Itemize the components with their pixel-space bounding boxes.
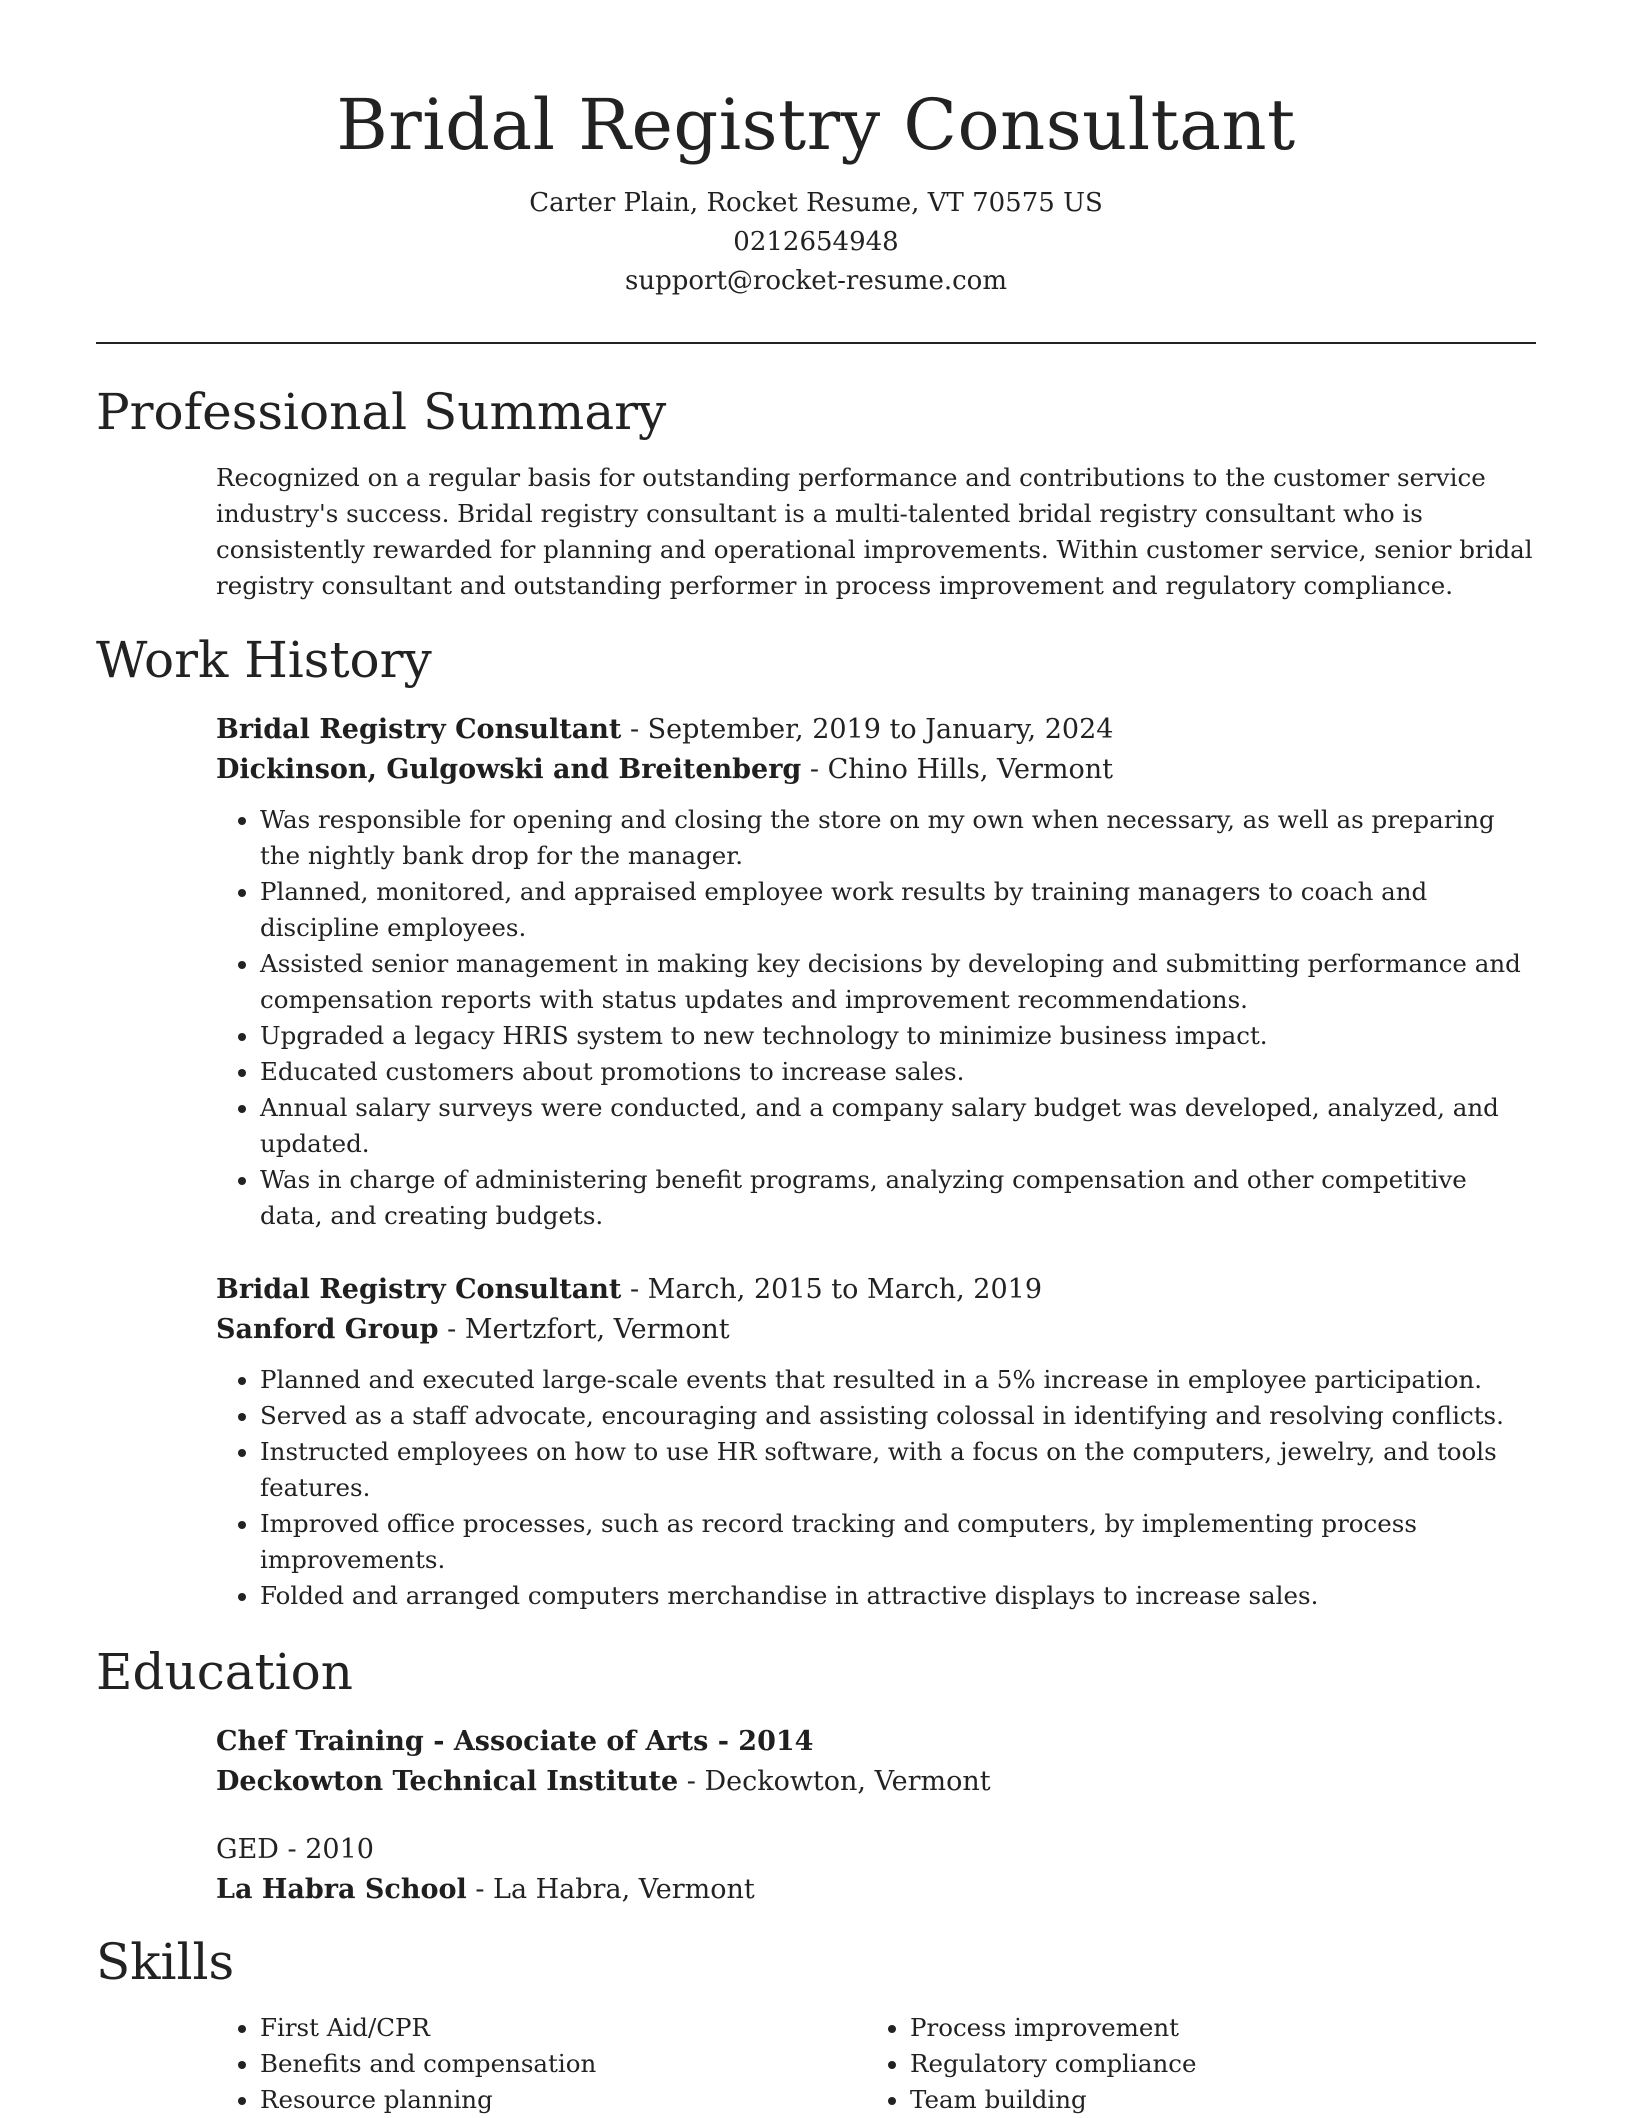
phone-text: 0212654948 bbox=[733, 227, 899, 257]
job-title-line bbox=[216, 1270, 1536, 1310]
list-item: • Instructed employees on how to use HR software, with a focus on the computers, jewelry, and tools features. bbox=[260, 1434, 1536, 1506]
list-item: • Upgraded a legacy HRIS system to new technology to minimize business impact. bbox=[260, 1018, 1536, 1054]
education-degree: GED - 2010 bbox=[216, 1834, 374, 1865]
skill-item: • Regulatory compliance bbox=[910, 2046, 1466, 2082]
job-company: Sanford Group bbox=[216, 1314, 439, 1345]
skills-list bbox=[216, 2010, 816, 2118]
education-school-line bbox=[216, 1762, 1536, 1802]
education-school-line bbox=[216, 1870, 1536, 1910]
skills-column-left bbox=[216, 2010, 816, 2118]
job-role: Bridal Registry Consultant bbox=[216, 1274, 622, 1305]
skills-heading: Skills bbox=[96, 1933, 235, 1991]
list-item: • Assisted senior management in making key decisions by developing and submitting performance and compensation reports with status updates and improvement recommendations. bbox=[260, 946, 1536, 1018]
skills-column-right bbox=[866, 2010, 1466, 2118]
resume-header bbox=[96, 80, 1536, 301]
skill-item: • Resource planning bbox=[260, 2082, 816, 2118]
education-entry bbox=[216, 1722, 1536, 1802]
list-item: • Served as a staff advocate, encouraging and assisting colossal in identifying and resolving conflicts. bbox=[260, 1398, 1536, 1434]
list-item: • Folded and arranged computers merchandise in attractive displays to increase sales. bbox=[260, 1578, 1536, 1614]
list-item: • Improved office processes, such as record tracking and computers, by implementing process improvements. bbox=[260, 1506, 1536, 1578]
education-location: - La Habra, Vermont bbox=[466, 1874, 755, 1905]
job-location: - Mertzfort, Vermont bbox=[438, 1314, 730, 1345]
job-location: - Chino Hills, Vermont bbox=[801, 754, 1113, 785]
job-dates: - September, 2019 to January, 2024 bbox=[621, 714, 1114, 745]
list-item: • Was in charge of administering benefit programs, analyzing compensation and other competitive data, and creating budgets. bbox=[260, 1162, 1536, 1234]
list-item: • Planned and executed large-scale events that resulted in a 5% increase in employee participation. bbox=[260, 1362, 1536, 1398]
skills-list bbox=[866, 2010, 1466, 2118]
work-history-heading: Work History bbox=[96, 631, 432, 689]
job-company: Dickinson, Gulgowski and Breitenberg bbox=[216, 754, 802, 785]
job-company-line bbox=[216, 750, 1536, 790]
education-school: La Habra School bbox=[216, 1874, 467, 1905]
education-heading: Education bbox=[96, 1643, 353, 1701]
education-school: Deckowton Technical Institute bbox=[216, 1766, 679, 1797]
candidate-name: Bridal Registry Consultant bbox=[336, 84, 1296, 166]
list-item: • Educated customers about promotions to increase sales. bbox=[260, 1054, 1536, 1090]
job-entry bbox=[216, 1270, 1536, 1614]
job-bullets bbox=[216, 802, 1536, 1234]
education-degree: Chef Training - Associate of Arts - 2014 bbox=[216, 1726, 814, 1757]
education-entry bbox=[216, 1830, 1536, 1910]
list-item: • Planned, monitored, and appraised employee work results by training managers to coach and discipline employees. bbox=[260, 874, 1536, 946]
job-dates: - March, 2015 to March, 2019 bbox=[621, 1274, 1042, 1305]
job-role: Bridal Registry Consultant bbox=[216, 714, 622, 745]
job-company-line bbox=[216, 1310, 1536, 1350]
list-item: • Annual salary surveys were conducted, and a company salary budget was developed, analyzed, and updated. bbox=[260, 1090, 1536, 1162]
summary-heading: Professional Summary bbox=[96, 383, 667, 441]
list-item: • Was responsible for opening and closing the store on my own when necessary, as well as preparing the nightly bank drop for the manager. bbox=[260, 802, 1536, 874]
education-location: - Deckowton, Vermont bbox=[678, 1766, 991, 1797]
job-bullets bbox=[216, 1362, 1536, 1614]
job-title-line bbox=[216, 710, 1536, 750]
job-entry bbox=[216, 710, 1536, 1234]
summary-text: Recognized on a regular basis for outstanding performance and contributions to the customer service industry's success. Bridal registry consultant is a multi-talented bridal registry consultant who is consistently rewarded for planning and operational improvements. Within customer service, senior bridal registry consultant and outstanding performer in process improvement and regulatory compliance. bbox=[216, 463, 1533, 600]
skill-item: • Benefits and compensation bbox=[260, 2046, 816, 2082]
education-degree-line bbox=[216, 1722, 1536, 1762]
email-text: support@rocket-resume.com bbox=[624, 266, 1007, 296]
skill-item: • Team building bbox=[910, 2082, 1466, 2118]
skill-item: • First Aid/CPR bbox=[260, 2010, 816, 2046]
header-divider bbox=[96, 342, 1536, 344]
address-text: Carter Plain, Rocket Resume, VT 70575 US bbox=[529, 188, 1103, 218]
skill-item: • Process improvement bbox=[910, 2010, 1466, 2046]
education-degree-line bbox=[216, 1830, 1536, 1870]
